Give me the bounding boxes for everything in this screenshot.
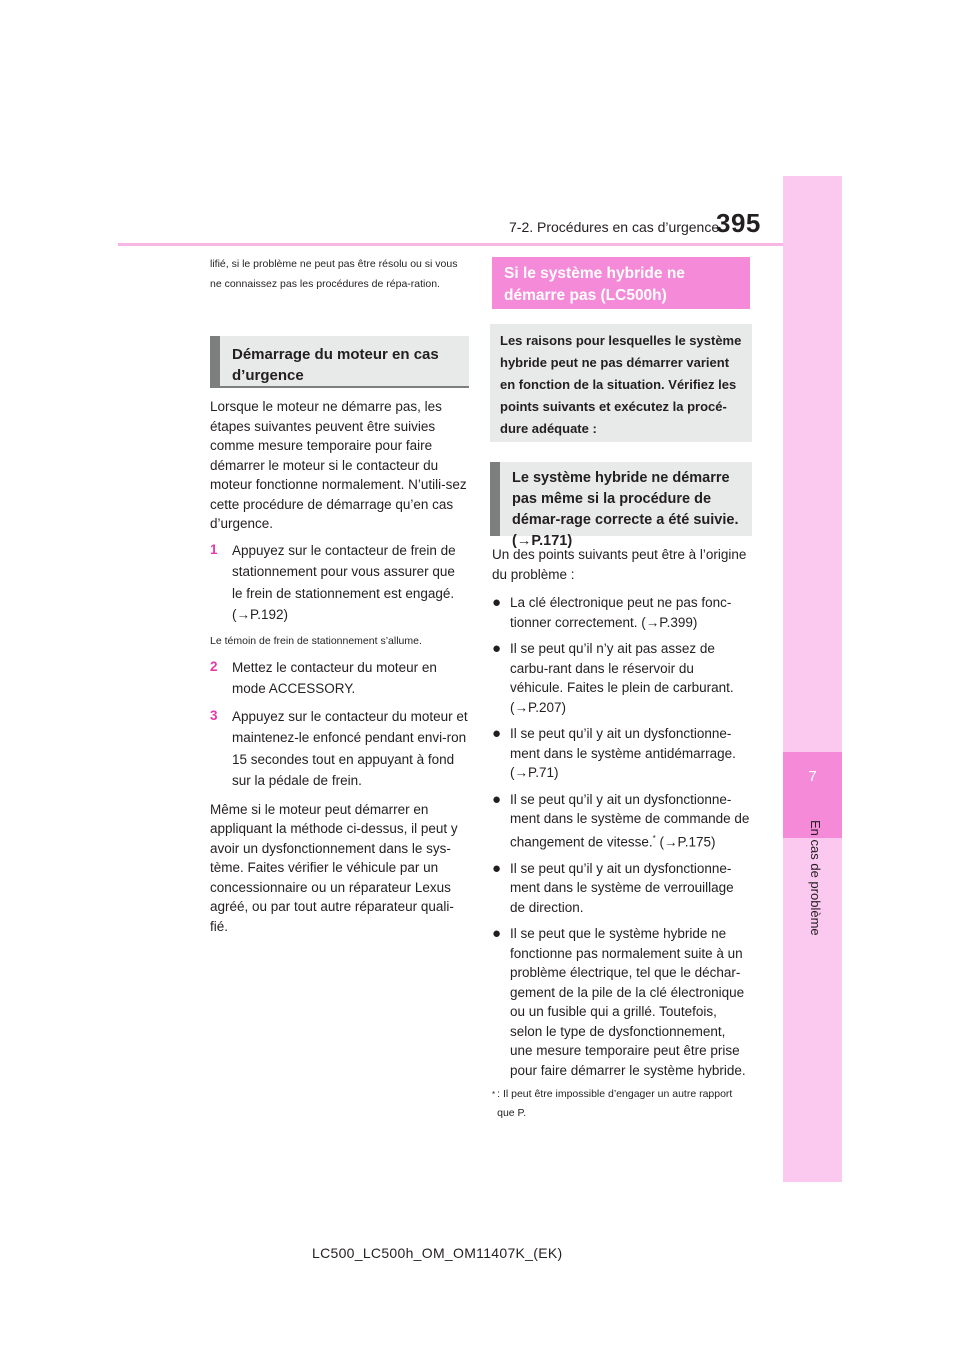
list-item-text: Il se peut qu’il n’y ait pas assez de carbu-rant dans le réservoir du véhicule. Faites le plein de carburant. (→P.207): [510, 641, 734, 715]
header-rule: [118, 243, 783, 246]
emergency-start-heading: Démarrage du moteur en cas d’urgence: [210, 336, 469, 388]
list-item: [492, 724, 750, 783]
section-title: 7-2. Procédures en cas d’urgence: [509, 219, 720, 235]
document-code-footer: LC500_LC500h_OM_OM11407K_(EK): [312, 1245, 563, 1261]
list-item: [492, 859, 750, 918]
bullet-icon: ●: [492, 790, 502, 808]
step-3-text: Appuyez sur le contacteur du moteur et maintenez-le enfoncé pendant envi-ron 15 secondes tout en appuyant à fond sur la pédale de frein.: [232, 708, 468, 788]
step-2-number: 2: [210, 658, 218, 674]
chapter-label-text: En cas de problème: [808, 820, 823, 936]
bullet-icon: ●: [492, 640, 502, 657]
hybrid-system-heading: Si le système hybride ne démarre pas (LC500h): [492, 257, 750, 309]
list-item-text: Il se peut que le système hybride ne fonctionne pas normalement suite à un problème électrique, tel que le déchar-gement de la pile de la clé électronique ou un fusible qui a grillé. Toutefois, selon le type de dysfonctionnement, une mesure temporaire peut être prise pour faire démarrer le système hybride.: [510, 926, 746, 1078]
list-item: [492, 593, 750, 632]
chapter-label: [808, 820, 828, 970]
step-1-note: Le témoin de frein de stationnement s’allume.: [210, 634, 422, 647]
emergency-start-paragraph: Lorsque le moteur ne démarre pas, les étapes suivantes peuvent être suivies comme mesure temporaire pour faire démarrer le moteur si le contacteur du moteur fonctionne normalement. N’utili-sez cette procédure de démarrage qu’en cas d’urgence.: [210, 399, 467, 531]
bullet-icon: ●: [492, 594, 502, 611]
list-item: [492, 790, 750, 852]
causes-intro: Un des points suivants peut être à l’origine du problème :: [492, 547, 747, 582]
step-1-text: Appuyez sur le contacteur de frein de stationnement pour vous assurer que le frein de stationnement est engagé. (→P.192): [232, 542, 456, 622]
page-reference: (→P.175): [659, 834, 716, 849]
list-item: [492, 924, 750, 1080]
causes-list: [492, 593, 750, 1080]
list-item-text: Il se peut qu’il y ait un dysfonctionne-ment dans le système de verrouillage de direction.: [510, 860, 734, 915]
step-3: [210, 706, 468, 792]
footnote-star: *: [492, 1090, 496, 1099]
bullet-icon: ●: [492, 925, 502, 942]
footnote: [492, 1085, 750, 1123]
intro-paragraph: lifié, si le problème ne peut pas être résolu ou si vous ne connaissez pas les procédures de répa-ration.: [210, 258, 458, 290]
footnote-marker: *: [652, 833, 656, 843]
list-item-text: La clé électronique peut ne pas fonc-tionner correctement. (→P.399): [510, 595, 732, 630]
left-column-body: [210, 397, 468, 936]
chapter-side-tab: [783, 176, 842, 1182]
step-1: [210, 540, 468, 626]
list-item: [492, 639, 750, 717]
info-box: Les raisons pour lesquelles le système hybride peut ne pas démarrer varient en fonction de la situation. Vérifiez les points suivants et exécutez la procé-dure adéquate :: [490, 324, 752, 442]
step-3-number: 3: [210, 707, 218, 723]
closing-paragraph: Même si le moteur peut démarrer en appliquant la méthode ci-dessus, il peut y avoir un dysfonctionnement dans le sys-tème. Faites vérifier le véhicule par un concessionnaire ou un réparateur Lexus agréé, ou par tout autre réparateur quali-fié.: [210, 801, 458, 934]
step-2-text: Mettez le contacteur du moteur en mode ACCESSORY.: [232, 659, 437, 696]
footnote-text: : Il peut être impossible d’engager un autre rapport que P.: [497, 1088, 733, 1119]
list-item-text-with-footnote: [510, 790, 750, 852]
list-item-text: Il se peut qu’il y ait un dysfonctionne-ment dans le système de commande de changement de vitesse.: [510, 791, 750, 849]
list-item-text: Il se peut qu’il y ait un dysfonctionne-ment dans le système antidémarrage. (→P.71): [510, 726, 736, 780]
hybrid-not-starting-subheading: Le système hybride ne démarre pas même si la procédure de démar-rage correcte a été suivie. (→P.171): [490, 462, 752, 536]
bullet-icon: ●: [492, 859, 502, 877]
step-1-number: 1: [210, 541, 218, 557]
right-column-body: [492, 545, 750, 1123]
chapter-number: 7: [808, 768, 817, 785]
page-number: 395: [716, 208, 761, 238]
bullet-icon: ●: [492, 725, 502, 742]
step-2: [210, 657, 468, 700]
